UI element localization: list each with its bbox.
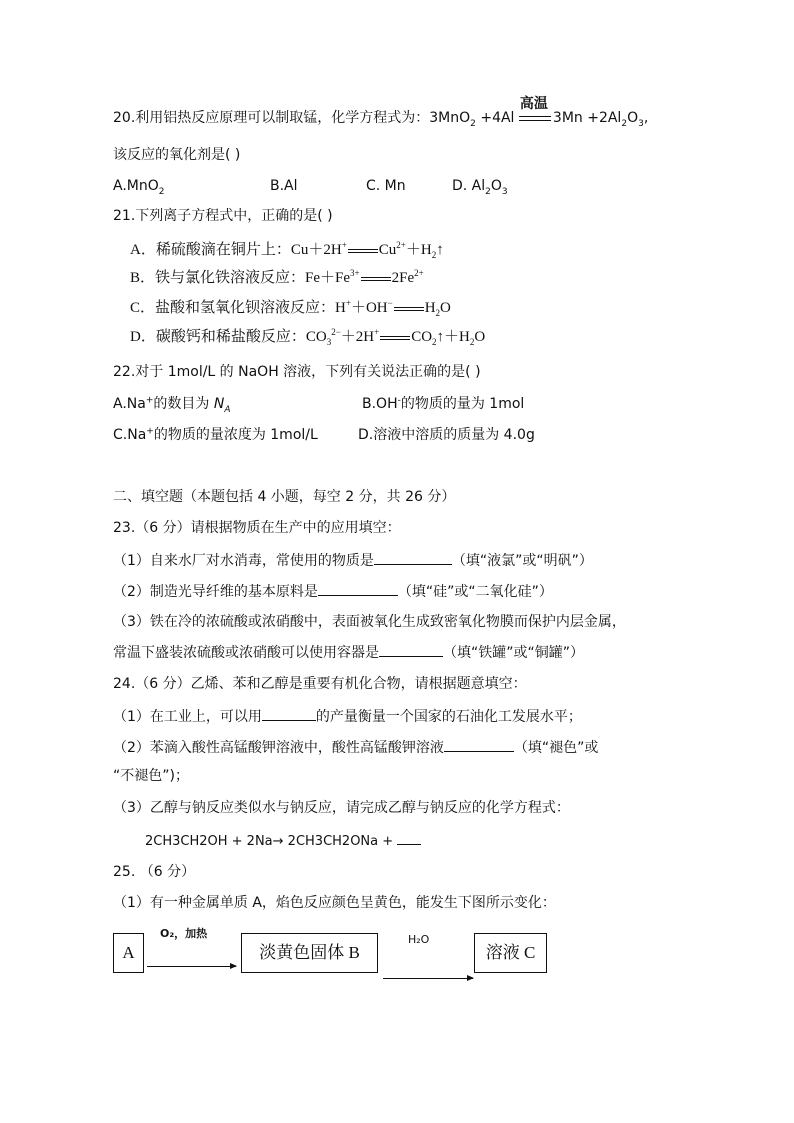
q20-option-b[interactable]: B.Al	[270, 178, 298, 194]
q22-option-c[interactable]: C.Na+的物质的量浓度为 1mol/L	[113, 426, 318, 443]
q23-sub3-line2: 常温下盛装浓硫酸或浓硝酸可以使用容器是 （填“铁罐”或“铜罐”）	[113, 642, 584, 663]
q20-option-a[interactable]: A.MnO$_2$	[113, 178, 165, 197]
q23-sub2: （2）制造光导纤维的基本原料是 （填“硅”或“二氧化硅”）	[113, 581, 553, 602]
q21-stem: 21.下列离子方程式中，正确的是( )	[113, 208, 333, 224]
q21-option-a[interactable]: A．稀硫酸滴在铜片上：Cu＋2H+ $Cu^{2+}+H_2↑$	[130, 240, 444, 260]
q24-sub1: （1）在工业上，可以用 的产量衡量一个国家的石油化工发展水平；	[113, 706, 582, 727]
q24-equation: 2CH3CH2OH + 2Na→ 2CH3CH2ONa +	[145, 830, 421, 852]
diagram-box-c: 溶液 C	[474, 933, 547, 973]
q24-blank-1[interactable]	[262, 706, 316, 721]
q20-option-d[interactable]: D. $Al_2O_3$	[452, 178, 508, 197]
q24-sub2-line2: “不褪色”)；	[113, 768, 189, 784]
q23-blank-1[interactable]	[374, 550, 452, 565]
q20-option-c[interactable]: C. Mn	[366, 178, 406, 194]
arrow-b-to-c	[383, 978, 473, 979]
section2-title: 二、填空题（本题包括 4 小题，每空 2 分，共 26 分）	[113, 489, 456, 505]
q24-stem: 24.（6 分）乙烯、苯和乙醇是重要有机化合物，请根据题意填空：	[113, 676, 527, 692]
q23-sub3: （3）铁在冷的浓硫酸或浓硝酸中，表面被氧化生成致密氧化物膜而保护内层金属，	[113, 614, 626, 630]
diagram-box-b: 淡黄色固体 B	[241, 933, 378, 973]
q22-option-d[interactable]: D.溶液中溶质的质量为 4.0g	[358, 427, 535, 443]
arrow2-label: H₂O	[408, 933, 430, 946]
q24-sub2: （2）苯滴入酸性高锰酸钾溶液中，酸性高锰酸钾溶液 （填“褪色”或	[113, 737, 598, 758]
q24-blank-2[interactable]	[444, 737, 514, 752]
q21-option-b[interactable]: B．铁与氯化铁溶液反应：$Fe+Fe^{3+}$ $2Fe^{2+}$	[130, 268, 424, 286]
q21-option-d[interactable]: D．碳酸钙和稀盐酸反应：$CO_3^{2-}+2H^+$ $CO_2↑+H_2O$	[130, 327, 486, 347]
q23-stem: 23.（6 分）请根据物质在生产中的应用填空：	[113, 520, 401, 536]
q25-sub1: （1）有一种金属单质 A，焰色反应颜色呈黄色，能发生下图所示变化：	[113, 895, 556, 911]
q24-blank-3[interactable]	[397, 830, 421, 845]
q22-option-b[interactable]: B.OH-的物质的量为 1mol	[362, 395, 525, 412]
q22-stem: 22.对于 1mol/L 的 NaOH 溶液，下列有关说法正确的是( )	[113, 364, 481, 380]
q21-option-c[interactable]: C．盐酸和氢氧化钡溶液反应：H+＋OH− $H_2O$	[130, 298, 451, 318]
diagram-box-a: A	[113, 933, 144, 973]
q23-blank-2[interactable]	[318, 581, 398, 596]
q22-option-a[interactable]: A.Na+的数目为 $N_A$	[113, 395, 231, 415]
reaction-condition-equals-sign: 高温	[519, 108, 553, 128]
q23-sub1: （1）自来水厂对水消毒，常使用的物质是 （填“液氯”或“明矾”）	[113, 550, 593, 571]
q20-stem: 20.利用铝热反应原理可以制取锰，化学方程式为：3MnO$_2$ +4Al 高温 $3Mn +2Al_2O_3$,	[113, 96, 649, 129]
q23-blank-3[interactable]	[379, 642, 443, 657]
q25-stem: 25. （6 分）	[113, 864, 196, 880]
arrow1-label: O₂，加热	[160, 927, 208, 940]
arrow-a-to-b	[147, 966, 236, 967]
q20-stem-line2: 该反应的氧化剂是( )	[113, 147, 241, 163]
q24-sub3: （3）乙醇与钠反应类似水与钠反应，请完成乙醇与钠反应的化学方程式：	[113, 800, 570, 816]
